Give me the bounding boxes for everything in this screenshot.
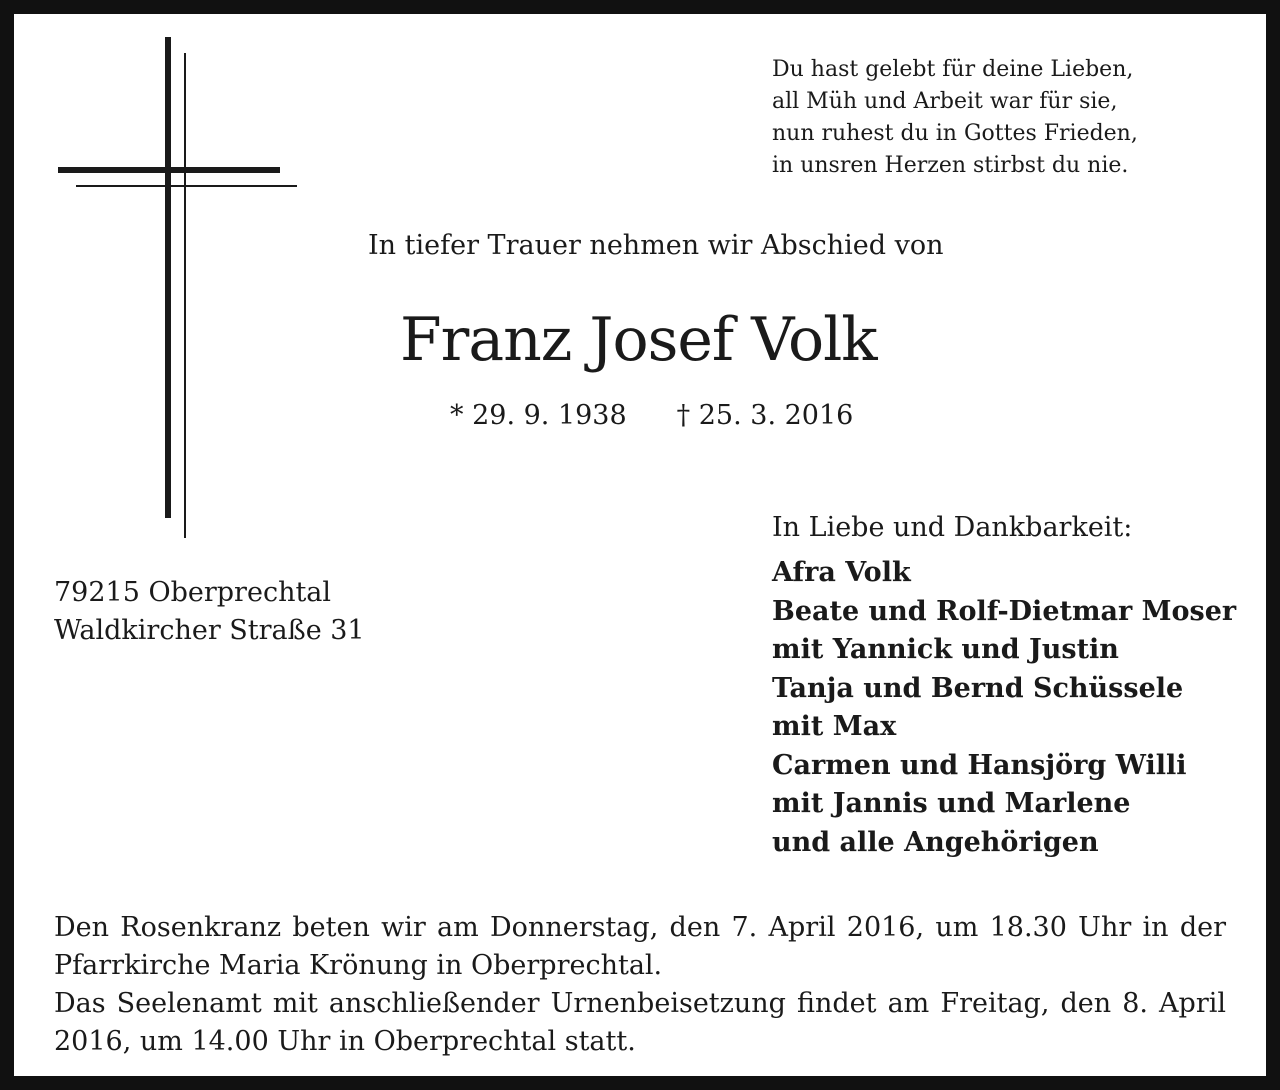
family-member: Afra Volk: [772, 557, 911, 588]
address: [54, 574, 365, 650]
family-member: mit Max: [772, 711, 897, 742]
intro-text: In tiefer Trauer nehmen wir Abschied von: [368, 230, 944, 261]
life-dates: [450, 398, 853, 434]
family-list: [772, 554, 1236, 862]
family-member: mit Yannick und Justin: [772, 634, 1119, 665]
rosary-info: Den Rosenkranz beten wir am Donnerstag, den 7. April 2016, um 18.30 Uhr in der Pfarrkirche Maria Krönung in Oberprechtal.: [54, 912, 1226, 981]
address-line: Waldkircher Straße 31: [54, 615, 365, 646]
poem: [772, 54, 1138, 182]
family-member: mit Jannis und Marlene: [772, 788, 1131, 819]
deceased-name: Franz Josef Volk: [400, 305, 877, 375]
poem-line: in unsren Herzen stirbst du nie.: [772, 153, 1129, 178]
death-date: † 25. 3. 2016: [676, 400, 854, 431]
family-member: Tanja und Bernd Schüssele: [772, 672, 1184, 704]
birth-date: * 29. 9. 1938: [450, 400, 627, 431]
requiem-info: Das Seelenamt mit anschließender Urnenbeisetzung findet am Freitag, den 8. April 2016, um 14.00 Uhr in Oberprechtal statt.: [54, 988, 1226, 1057]
service-info: [54, 909, 1226, 1061]
address-line: 79215 Oberprechtal: [54, 577, 332, 608]
family-member: Beate und Rolf-Dietmar Moser: [772, 595, 1237, 627]
poem-line: nun ruhest du in Gottes Frieden,: [772, 121, 1138, 146]
family-member: Carmen und Hansjörg Willi: [772, 749, 1187, 781]
poem-line: all Müh und Arbeit war für sie,: [772, 89, 1118, 114]
poem-line: Du hast gelebt für deine Lieben,: [772, 57, 1134, 82]
thanks-heading: In Liebe und Dankbarkeit:: [772, 512, 1133, 543]
family-member: und alle Angehörigen: [772, 826, 1099, 858]
